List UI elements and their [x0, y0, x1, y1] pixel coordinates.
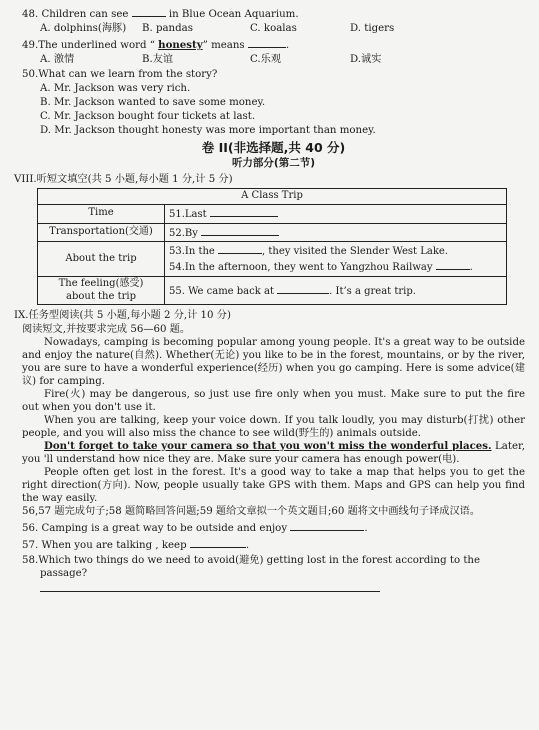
part8-header: VIII.听短文填空(共 5 小题,每小题 1 分,计 5 分) [14, 173, 233, 185]
question-58 [22, 554, 525, 567]
q48-options [40, 22, 525, 35]
row-label-feeling-line2: about the trip [66, 290, 136, 302]
q51-blank[interactable] [210, 206, 278, 217]
q50-option-d[interactable]: D. Mr. Jackson thought honesty was more important than money. [40, 125, 376, 137]
row-label-feeling [38, 276, 165, 305]
q56-blank[interactable] [290, 520, 364, 531]
q57-end: . [245, 540, 250, 552]
row-label-time: Time [38, 204, 165, 223]
q48-stem-after: in Blue Ocean Aquarium. [165, 9, 299, 20]
q49-underlined-word: honesty [158, 39, 203, 52]
q50-option-b[interactable]: B. Mr. Jackson wanted to save some money. [40, 97, 266, 109]
q57-blank[interactable] [190, 537, 246, 548]
q48-option-d[interactable]: D. tigers [350, 23, 395, 35]
row-content-52 [165, 223, 507, 242]
q55-text-before: 55. We came back at [169, 285, 278, 297]
q54-text-after: . [469, 262, 473, 274]
q54-blank[interactable] [436, 259, 470, 270]
passage-paragraph-2: Fire(火) may be dangerous, so just use fire only when you must. Make sure to put the fire out when you don't use it. [22, 388, 525, 413]
passage-paragraph-4 [22, 440, 525, 466]
table-title: A Class Trip [38, 188, 507, 204]
section-title: 卷 II(非选择题,共 40 分) [201, 140, 346, 156]
passage-paragraph-5: People often get lost in the forest. It's a good way to take a map that helps you to get the right direction(方向). Now, people usually take GPS with them. Maps and GPS can help you find the way easily. [22, 467, 525, 505]
q56-end: . [364, 523, 368, 535]
q52-blank[interactable] [201, 225, 279, 236]
q50-options [40, 82, 525, 137]
q48-option-a[interactable]: A. dolphins(海豚) [40, 23, 127, 35]
q48-blank[interactable] [132, 6, 166, 17]
question-50 [22, 68, 525, 81]
q51-text: 51.Last [169, 208, 210, 220]
q49-stem-before: 49.The underlined word “ [22, 40, 159, 52]
row-content-55 [165, 276, 507, 305]
question-49 [22, 37, 525, 52]
table-row [38, 223, 507, 242]
question-57 [22, 537, 525, 552]
row-label-about: About the trip [38, 242, 165, 277]
q49-blank[interactable] [248, 37, 286, 48]
row-content-53-54 [165, 242, 507, 277]
q58-text-line2: passage? [40, 568, 88, 580]
part9-header: IX.任务型阅读(共 5 小题,每小题 2 分,计 10 分) [14, 310, 231, 322]
q53-text-after: , they visited the Slender West Lake. [262, 246, 448, 258]
q50-stem: 50.What can we learn from the story? [22, 69, 218, 81]
q53-text-before: 53.In the [169, 246, 219, 258]
row-label-feeling-line1: The feeling(感受) [58, 277, 144, 289]
row-label-transportation: Transportation(交通) [38, 223, 165, 242]
underlined-sentence: Don't forget to take your camera so that you won't miss the wonderful places. [44, 439, 492, 452]
passage-paragraph-3: When you are talking, keep your voice down. If you talk loudly, you may disturb(打扰) other people, and you will also miss the chance to see wild(野生的) animals outside. [22, 414, 525, 439]
q55-blank[interactable] [277, 283, 329, 294]
table-row [38, 204, 507, 223]
q50-option-a[interactable]: A. Mr. Jackson was very rich. [40, 83, 191, 95]
q58-text-line1: 58.Which two things do we need to avoid(避免) getting lost in the forest according to the [22, 555, 481, 567]
passage-paragraph-1: Nowadays, camping is becoming popular among young people. It's a great way to be outside and enjoy the nature(自然). Whether(无论) you like to be in the forest, mountains, or by the river, you are sure to have a wonderful experience(经历) when you go camping. Here is some advice(建议) for camping. [22, 336, 525, 387]
task-instruction: 56,57 题完成句子;58 题简略回答问题;59 题给文章拟一个英文题目;60 题将文中画线句子译成汉语。 [22, 506, 481, 518]
q49-stem-end: . [285, 40, 290, 52]
question-48 [22, 6, 525, 21]
class-trip-table [37, 188, 507, 306]
q55-text-after: . It’s a great trip. [329, 285, 416, 297]
q53-blank[interactable] [218, 243, 262, 254]
passage-paragraph-4-rest: Later, you 'll understand how nice they are. Make sure your camera has enough power(电). [22, 440, 525, 465]
q50-option-c[interactable]: C. Mr. Jackson bought four tickets at last. [40, 111, 256, 123]
q49-option-d[interactable]: D.诚实 [350, 54, 382, 66]
part9-instruction: 阅读短文,并按要求完成 56—60 题。 [22, 323, 191, 335]
q48-option-c[interactable]: C. koalas [250, 23, 297, 35]
q58-answer-line[interactable] [40, 590, 380, 592]
q48-option-b[interactable]: B. pandas [142, 23, 193, 35]
q49-options [40, 53, 525, 66]
row-content-51 [165, 204, 507, 223]
q49-stem-after: ” means [202, 40, 248, 52]
q49-option-c[interactable]: C.乐观 [250, 54, 282, 66]
question-58-line2 [40, 567, 525, 580]
q49-option-b[interactable]: B.友谊 [142, 54, 174, 66]
table-row [38, 242, 507, 277]
q48-stem-before: 48. Children can see [22, 9, 132, 20]
table-row [38, 276, 507, 305]
q49-option-a[interactable]: A. 激情 [40, 54, 75, 66]
question-56 [22, 520, 525, 535]
q56-text: 56. Camping is a great way to be outside and enjoy [22, 523, 291, 535]
q54-text-before: 54.In the afternoon, they went to Yangzhou Railway [169, 262, 436, 274]
section-subtitle: 听力部分(第二节) [231, 157, 316, 170]
q57-text: 57. When you are talking , keep [22, 540, 190, 552]
q52-text: 52.By [169, 227, 202, 239]
